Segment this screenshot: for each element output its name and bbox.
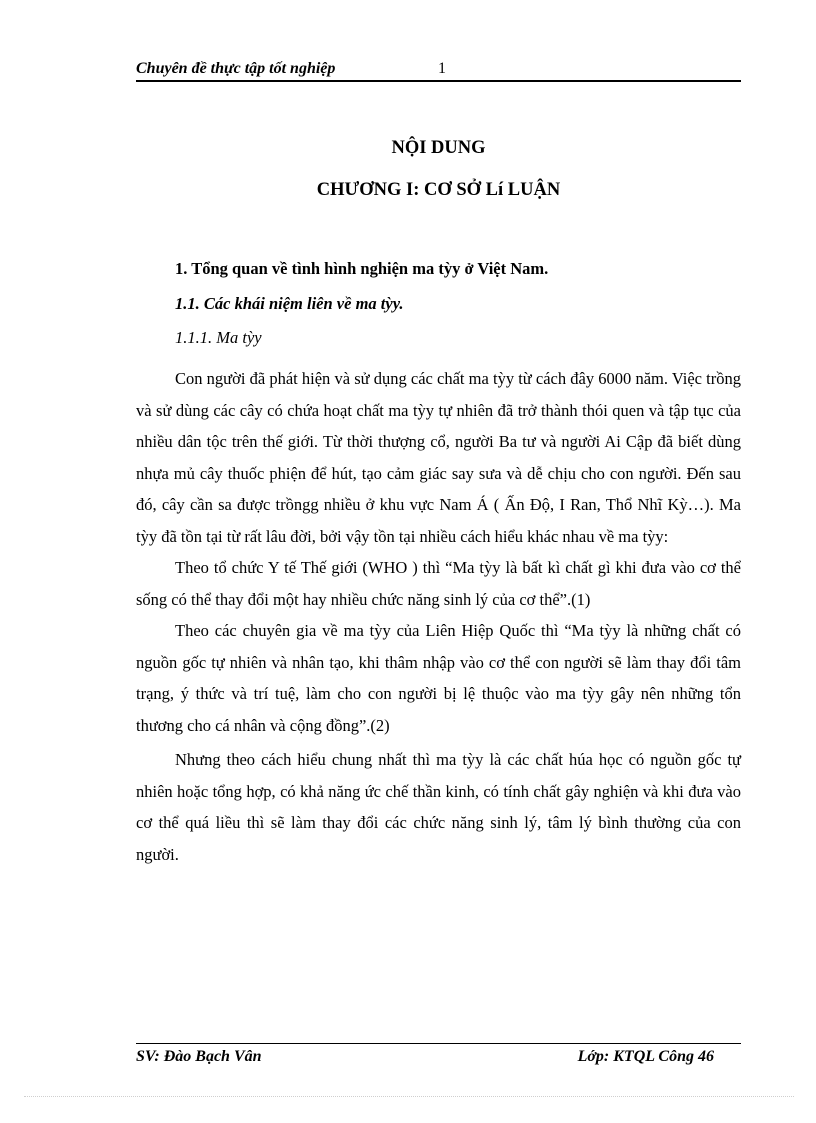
section-title: NỘI DUNG bbox=[391, 138, 486, 158]
paragraph: Theo tổ chức Y tế Thế giới (WHO ) thì “Ma tỳy là bất kì chất gì khi đưa vào cơ thể sống có thể thay đổi một hay nhiều chức năng sinh lý của cơ thể”.(1) bbox=[136, 558, 741, 609]
chapter-title: CHƯƠNG I: CƠ SỞ Lí LUẬN bbox=[316, 180, 561, 200]
paragraph: Nhưng theo cách hiểu chung nhất thì ma tỳy là các chất húa học có nguồn gốc tự nhiên hoặc tổng hợp, có khả năng ức chế thần kinh, có tính chất gây nghiện và khi đưa vào cơ thể quá liều thì sẽ làm thay đổi các chức năng sinh lý, tâm lý bình thường của con người. bbox=[136, 750, 741, 864]
body-text bbox=[136, 363, 741, 870]
header-title: Chuyên đề thực tập tốt nghiệp bbox=[136, 60, 336, 77]
paragraph: Con người đã phát hiện và sử dụng các chất ma tỳy từ cách đây 6000 năm. Việc trồng và sử dùng các cây có chứa hoạt chất ma tỳy tự nhiên đã trở thành thói quen và tập tục của nhiều dân tộc trên thế giới. Từ thời thượng cổ, người Ba tư và người Ai Cập đã biết dùng nhựa mủ cây thuốc phiện để hút, tạo cảm giác say sưa và dễ chịu cho con người. Đến sau đó, cây cần sa được trồngg nhiều ở khu vực Nam Á ( Ấn Độ, I Ran, Thổ Nhĩ Kỳ…). Ma tỳy đã tồn tại từ rất lâu đời, bởi vậy tồn tại nhiều cách hiểu khác nhau về ma tỳy: bbox=[136, 369, 741, 546]
heading-level-1: 1. Tổng quan về tình hình nghiện ma tỳy ở Việt Nam. bbox=[175, 259, 549, 278]
footer-class: Lớp: KTQL Công 46 bbox=[577, 1048, 714, 1065]
heading-level-2: 1.1. Các khái niệm liên về ma tỳy. bbox=[175, 294, 404, 313]
paragraph: Theo các chuyên gia về ma tỳy của Liên Hiệp Quốc thì “Ma tỳy là những chất có nguồn gốc tự nhiên và nhân tạo, khi thâm nhập vào cơ thể con người sẽ làm thay đổi tâm trạng, ý thức và trí tuệ, làm cho con người bị lệ thuộc vào ma tỳy gây nên những tổn thương cho cá nhân và cộng đồng”.(2) bbox=[136, 621, 741, 735]
page-header bbox=[136, 58, 741, 82]
heading-level-3: 1.1.1. Ma tỳy bbox=[175, 328, 262, 347]
page-footer bbox=[136, 1043, 741, 1065]
page-number: 1 bbox=[438, 60, 446, 77]
page-bottom-divider bbox=[24, 1096, 794, 1097]
footer-student: SV: Đào Bạch Vân bbox=[136, 1048, 262, 1065]
